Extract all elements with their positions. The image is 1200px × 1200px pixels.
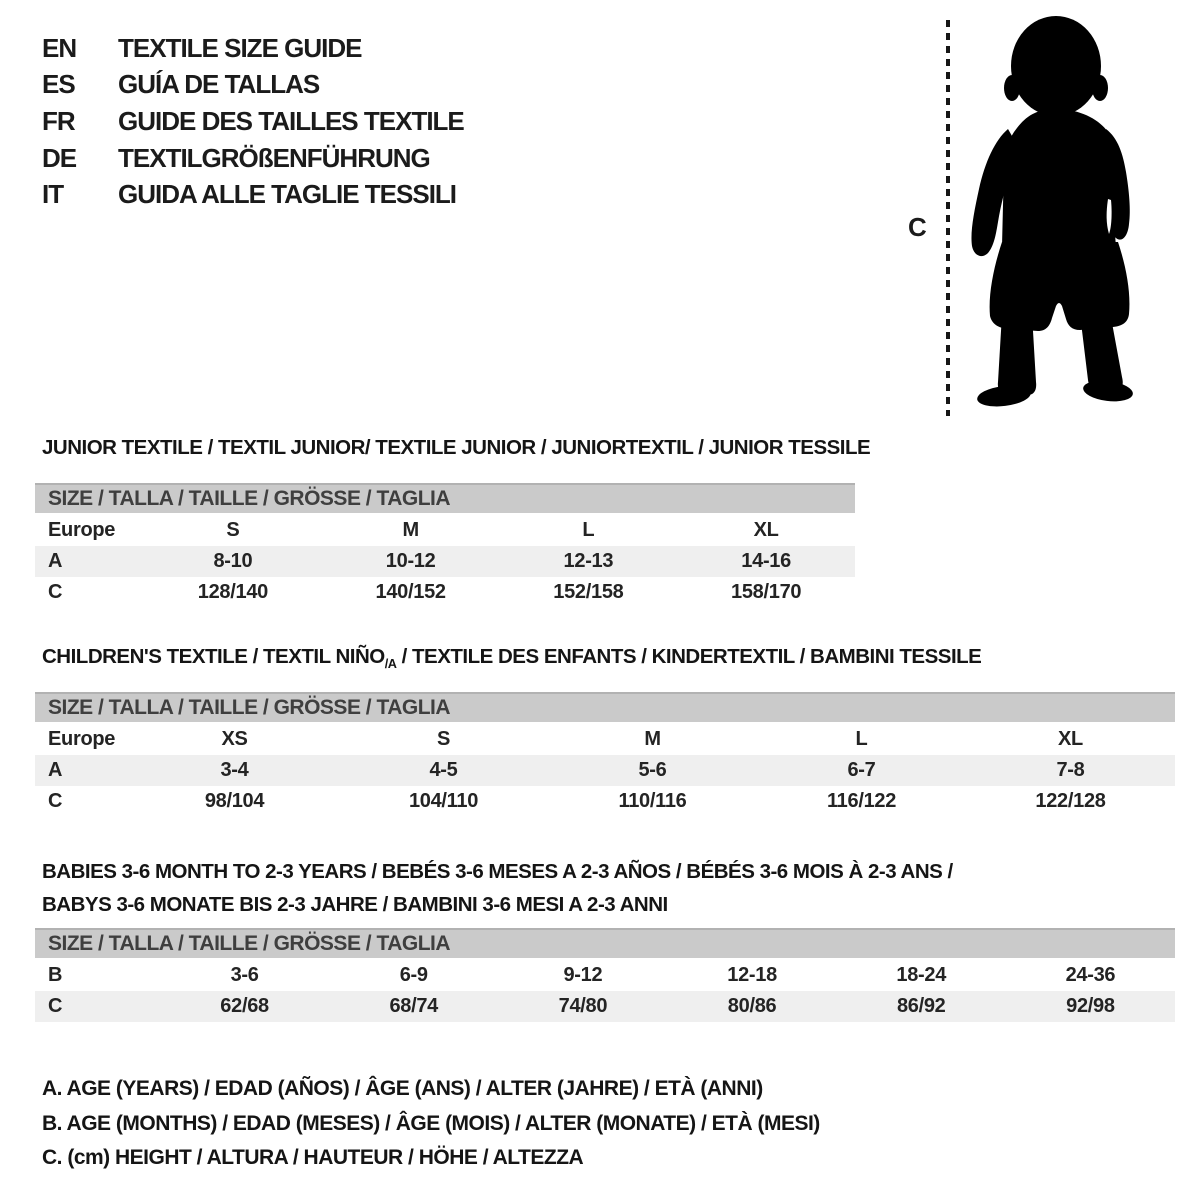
lang-title: TEXTILE SIZE GUIDE [118,32,362,63]
babies-section-heading [42,855,953,921]
cell: M [402,519,419,541]
table-row [35,786,1175,817]
cell: 3-6 [230,964,259,986]
cell: 152/158 [553,581,624,603]
junior-size-table [35,483,855,608]
footnotes [42,1072,820,1176]
toddler-silhouette-icon [968,14,1158,419]
cell: 8-10 [213,550,253,572]
lang-code: FR [42,105,75,136]
cell: 74/80 [558,995,608,1017]
cell: 18-24 [896,964,947,986]
cell: 3-4 [220,759,249,781]
table-row [35,991,1175,1022]
footnote-c: C. (cm) HEIGHT / ALTURA / HAUTEUR / HÖHE / ALTEZZA [42,1146,584,1170]
row-label: Europe [48,519,116,541]
row-label: A [48,550,63,572]
height-dashed-line-icon [946,20,950,416]
row-label: B [48,964,63,986]
row-label: C [48,790,63,812]
heading-subscript: /A [384,656,397,672]
cell: 68/74 [389,995,439,1017]
cell: 10-12 [385,550,436,572]
cell: 9-12 [563,964,603,986]
lang-row-fr [42,103,464,140]
children-section-heading [42,645,981,671]
lang-title: GUIDA ALLE TAGLIE TESSILI [118,179,457,210]
lang-row-es [42,67,464,104]
cell: 14-16 [741,550,791,572]
cell: 62/68 [220,995,269,1017]
cell: 122/128 [1035,790,1106,812]
children-size-table [35,692,1175,817]
row-label: A [48,759,63,781]
cell: M [644,728,661,750]
junior-section-heading: JUNIOR TEXTILE / TEXTIL JUNIOR/ TEXTILE JUNIOR / JUNIORTEXTIL / JUNIOR TESSILE [42,436,871,459]
language-header [42,30,464,213]
cell: XL [753,519,779,541]
height-measure-label: C [908,212,927,242]
table-row [35,724,1175,755]
cell: L [855,728,868,750]
lang-title: TEXTILGRÖßENFÜHRUNG [118,142,430,173]
cell: 5-6 [638,759,667,781]
lang-row-en [42,30,464,67]
heading-line: BABIES 3-6 MONTH TO 2-3 YEARS / BEBÉS 3-6 MESES A 2-3 AÑOS / BÉBÉS 3-6 MOIS À 2-3 ANS / [42,859,953,883]
cell: 7-8 [1056,759,1085,781]
lang-row-de [42,140,464,177]
heading-line: BABYS 3-6 MONATE BIS 2-3 JAHRE / BAMBINI 3-6 MESI A 2-3 ANNI [42,892,668,916]
cell: 80/86 [727,995,777,1017]
row-label: C [48,581,63,603]
row-label: Europe [48,728,116,750]
cell: 140/152 [375,581,446,603]
babies-size-table [35,928,1175,1022]
cell: XL [1058,728,1083,750]
cell: 110/116 [618,790,687,812]
table-row [35,577,855,608]
table-row [35,755,1175,786]
cell: 86/92 [896,995,946,1017]
heading-text: CHILDREN'S TEXTILE / TEXTIL NIÑO [42,645,385,668]
footnote-b: B. AGE (MONTHS) / EDAD (MESES) / ÂGE (MOIS) / ALTER (MONATE) / ETÀ (MESI) [42,1111,820,1135]
size-header-bar: SIZE / TALLA / TAILLE / GRÖSSE / TAGLIA [35,928,1175,958]
footnote-a: A. AGE (YEARS) / EDAD (AÑOS) / ÂGE (ANS) / ALTER (JAHRE) / ETÀ (ANNI) [42,1077,763,1101]
lang-title: GUÍA DE TALLAS [118,69,320,100]
cell: 12-18 [727,964,777,986]
cell: 116/122 [826,790,897,812]
cell: XS [221,728,248,750]
cell: S [226,519,240,541]
lang-title: GUIDE DES TAILLES TEXTILE [118,105,464,136]
size-header-bar: SIZE / TALLA / TAILLE / GRÖSSE / TAGLIA [35,692,1175,722]
lang-code: ES [42,69,75,100]
cell: S [436,728,451,750]
lang-code: IT [42,179,64,210]
table-row [35,515,855,546]
heading-text: / TEXTILE DES ENFANTS / KINDERTEXTIL / BAMBINI TESSILE [396,645,982,668]
size-header-bar: SIZE / TALLA / TAILLE / GRÖSSE / TAGLIA [35,483,855,513]
row-label: C [48,995,63,1017]
cell: 6-9 [399,964,428,986]
cell: 104/110 [408,790,479,812]
cell: 12-13 [563,550,614,572]
lang-code: EN [42,32,77,63]
table-row [35,960,1175,991]
cell: 98/104 [204,790,265,812]
cell: 128/140 [197,581,268,603]
cell: 24-36 [1065,964,1116,986]
lang-row-it [42,176,464,213]
table-row [35,546,855,577]
cell: 92/98 [1066,995,1115,1017]
cell: 158/170 [731,581,802,603]
cell: 6-7 [847,759,876,781]
lang-code: DE [42,142,77,173]
cell: L [582,519,595,541]
cell: 4-5 [429,759,458,781]
